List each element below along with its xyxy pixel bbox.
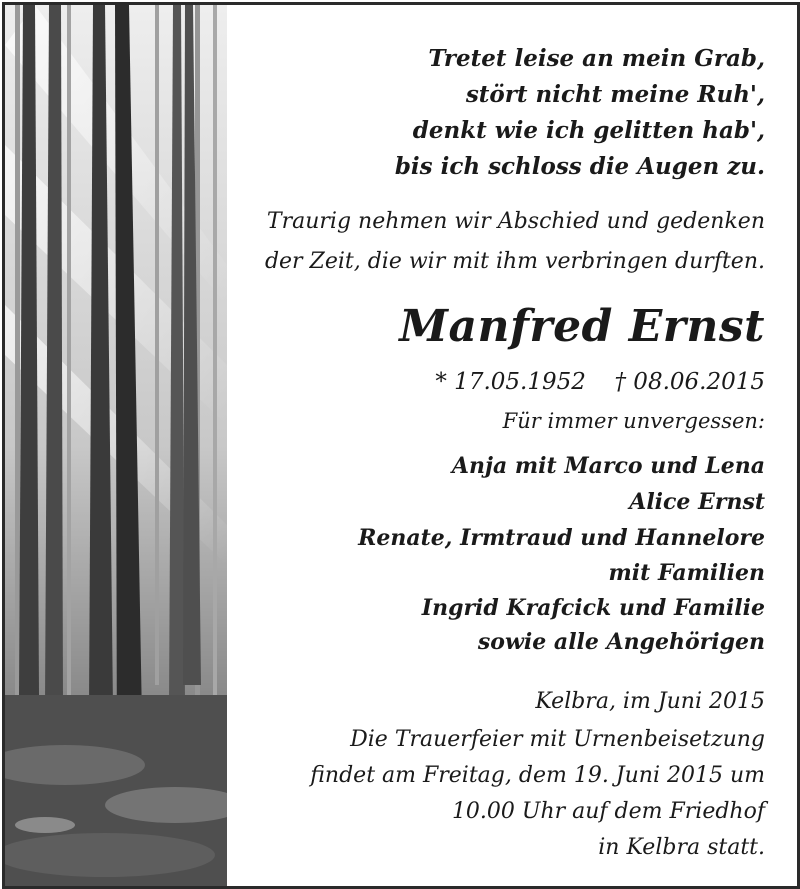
funeral-line-2: findet am Freitag, dem 19. Juni 2015 um [310,763,765,788]
death-date: † 08.06.2015 [614,369,765,395]
poem-line-3: denkt wie ich gelitten hab', [412,117,765,144]
mourning-line: Für immer unvergessen: [502,409,765,433]
birth-date: * 17.05.1952 [435,369,586,395]
deceased-name: Manfred Ernst [399,301,765,352]
funeral-line-4: in Kelbra statt. [598,835,765,860]
intro-line-1: Traurig nehmen wir Abschied und gedenken [266,209,765,234]
family-line-3: Renate, Irmtraud und Hannelore [358,525,765,551]
family-line-5: Ingrid Krafcick und Familie [421,595,765,621]
intro-line-2: der Zeit, die wir mit ihm verbringen durften. [264,249,765,274]
poem-line-2: stört nicht meine Ruh', [465,81,765,108]
poem-line-4: bis ich schloss die Augen zu. [394,153,765,180]
funeral-line-1: Die Trauerfeier mit Urnenbeisetzung [350,727,765,752]
obituary-notice [2,2,800,889]
poem-line-1: Tretet leise an mein Grab, [428,45,765,72]
family-line-4: mit Familien [608,560,765,586]
place-date: Kelbra, im Juni 2015 [535,689,765,714]
family-line-1: Anja mit Marco und Lena [451,453,765,479]
notice-text [245,5,765,886]
forest-illustration [5,5,227,886]
forest-photo [5,5,227,886]
family-line-2: Alice Ernst [629,489,765,515]
funeral-line-3: 10.00 Uhr auf dem Friedhof [451,799,765,824]
life-dates [435,369,765,395]
family-line-6: sowie alle Angehörigen [477,629,765,655]
